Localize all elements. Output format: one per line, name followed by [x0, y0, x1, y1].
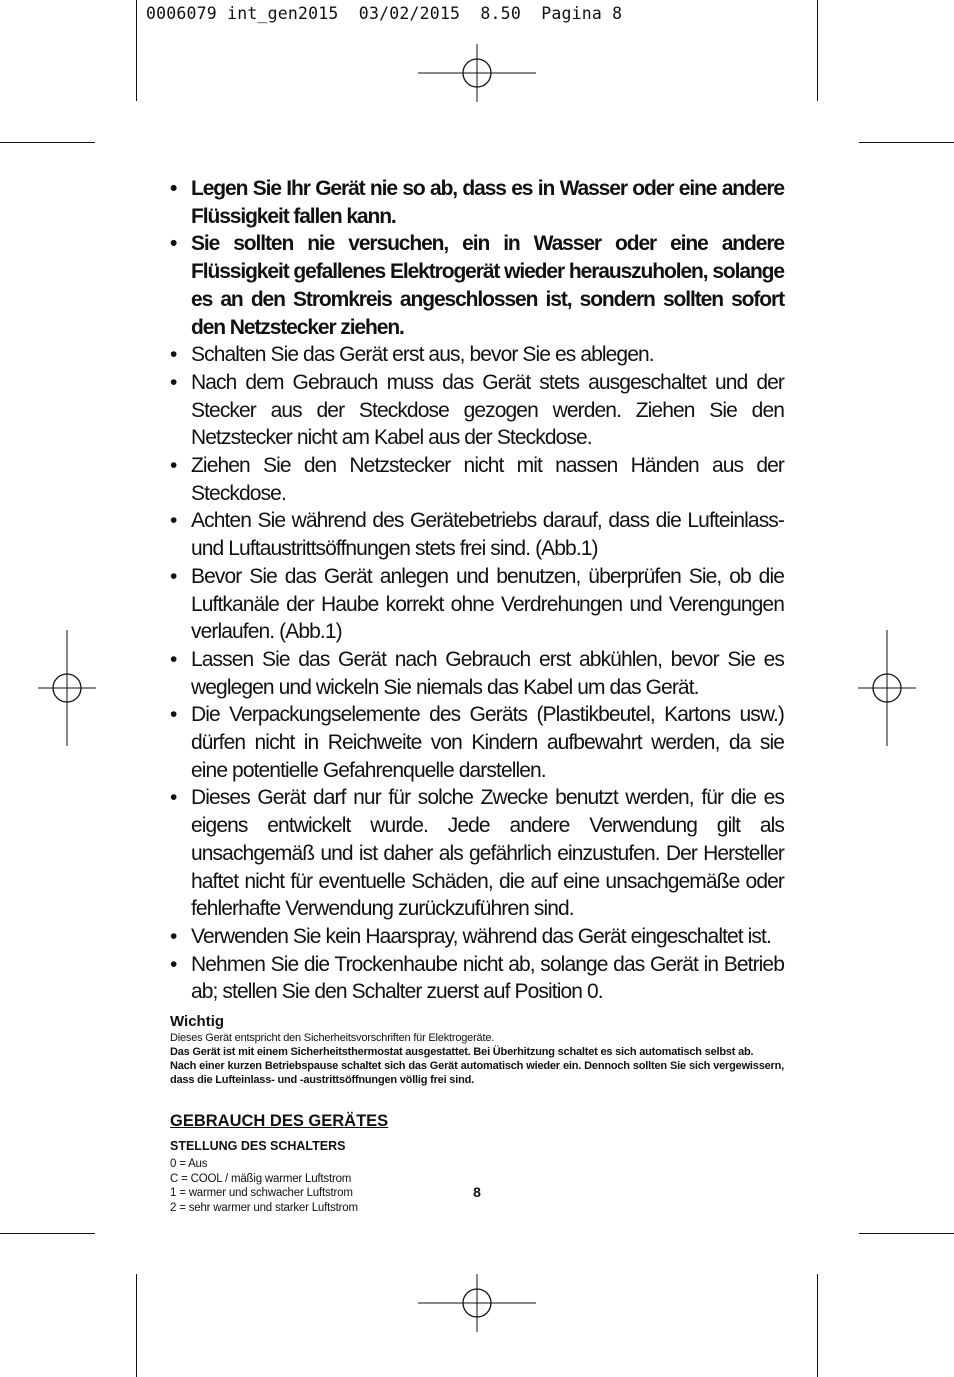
instruction-item: • Legen Sie Ihr Gerät nie so ab, dass es in Wasser oder eine andere Flüssigkeit fallen kann. [170, 175, 784, 230]
crop-mark-top-left-vertical [136, 0, 137, 101]
switch-position-0: 0 = Aus [170, 1158, 208, 1171]
instruction-item: • Achten Sie während des Gerätebetriebs darauf, dass die Lufteinlass- und Luftaustrittsöffnungen stets frei sind. (Abb.1) [170, 507, 784, 562]
registration-mark-left-icon [38, 630, 96, 746]
safety-instructions-list [170, 175, 784, 1006]
registration-mark-top-icon [418, 44, 536, 102]
crop-mark-top-right-horizontal [859, 142, 954, 143]
instruction-item: • Nehmen Sie die Trockenhaube nicht ab, solange das Gerät in Betrieb ab; stellen Sie den Schalter zuerst auf Position 0. [170, 951, 784, 1006]
crop-mark-bottom-right-vertical [817, 1274, 818, 1377]
crop-mark-bottom-left-horizontal [0, 1233, 95, 1234]
instruction-item: • Sie sollten nie versuchen, ein in Wasser oder eine andere Flüssigkeit gefallenes Elektrogerät wieder herauszuholen, solange es an den Stromkreis angeschlossen ist, sondern sollten sofort den Netzstecker ziehen. [170, 230, 784, 341]
instruction-item: • Die Verpackungselemente des Geräts (Plastikbeutel, Kartons usw.) dürfen nicht in Reichweite von Kindern aufbewahrt werden, da sie eine potentielle Gefahrenquelle darstellen. [170, 701, 784, 784]
switch-position-c: C = COOL / mäßig warmer Luftstrom [170, 1172, 352, 1185]
registration-mark-bottom-icon [418, 1274, 536, 1332]
page-content [170, 175, 784, 1215]
instruction-item: • Verwenden Sie kein Haarspray, während das Gerät eingeschaltet ist. [170, 923, 784, 951]
instruction-item: • Lassen Sie das Gerät nach Gebrauch erst abkühlen, bevor Sie es weglegen und wickeln Sie niemals das Kabel um das Gerät. [170, 646, 784, 701]
crop-mark-bottom-right-horizontal [859, 1233, 954, 1234]
switch-position-2: 2 = sehr warmer und starker Luftstrom [170, 1201, 358, 1214]
subsection-heading-schalter: STELLUNG DES SCHALTERS [170, 1139, 346, 1154]
page-number: 8 [473, 1184, 481, 1200]
wichtig-heading: Wichtig [170, 1013, 225, 1031]
instruction-item: • Ziehen Sie den Netzstecker nicht mit nassen Händen aus der Steckdose. [170, 452, 784, 507]
wichtig-text-3: Nach einer kurzen Betriebspause schaltet sich das Gerät automatisch wieder ein. Dennoch sollten Sie sich vergewissern, dass die Lufteinlass- und -austrittsöffnungen völlig frei sind. [170, 1060, 784, 1087]
instruction-item: • Dieses Gerät darf nur für solche Zwecke benutzt werden, für die es eigens entwickelt wurde. Jede andere Verwendung gilt als unsachgemäß und ist daher als gefährlich einzustufen. Der Hersteller haftet nicht für eventuelle Schäden, die auf eine unsachgemäße oder fehlerhafte Verwendung zurückzuführen sind. [170, 784, 784, 923]
switch-position-1: 1 = warmer und schwacher Luftstrom [170, 1187, 353, 1200]
crop-mark-top-right-vertical [817, 0, 818, 101]
registration-mark-right-icon [858, 630, 916, 746]
crop-mark-bottom-left-vertical [136, 1274, 137, 1377]
instruction-item: • Schalten Sie das Gerät erst aus, bevor Sie es ablegen. [170, 341, 784, 369]
print-slug: 0006079 int_gen2015 03/02/2015 8.50 Pagina 8 [146, 4, 623, 23]
instruction-item: • Nach dem Gebrauch muss das Gerät stets ausgeschaltet und der Stecker aus der Steckdose gezogen werden. Ziehen Sie den Netzstecker nicht am Kabel aus der Steckdose. [170, 369, 784, 452]
wichtig-text-1: Dieses Gerät entspricht den Sicherheitsvorschriften für Elektrogeräte. [170, 1032, 495, 1045]
section-heading-gebrauch: GEBRAUCH DES GERÄTES [170, 1112, 389, 1131]
wichtig-text-2: Das Gerät ist mit einem Sicherheitsthermostat ausgestattet. Bei Überhitzung schaltet es sich automatisch selbst ab. [170, 1046, 754, 1059]
crop-mark-top-left-horizontal [0, 142, 95, 143]
instruction-item: • Bevor Sie das Gerät anlegen und benutzen, überprüfen Sie, ob die Luftkanäle der Haube korrekt ohne Verdrehungen und Verengungen verlaufen. (Abb.1) [170, 563, 784, 646]
